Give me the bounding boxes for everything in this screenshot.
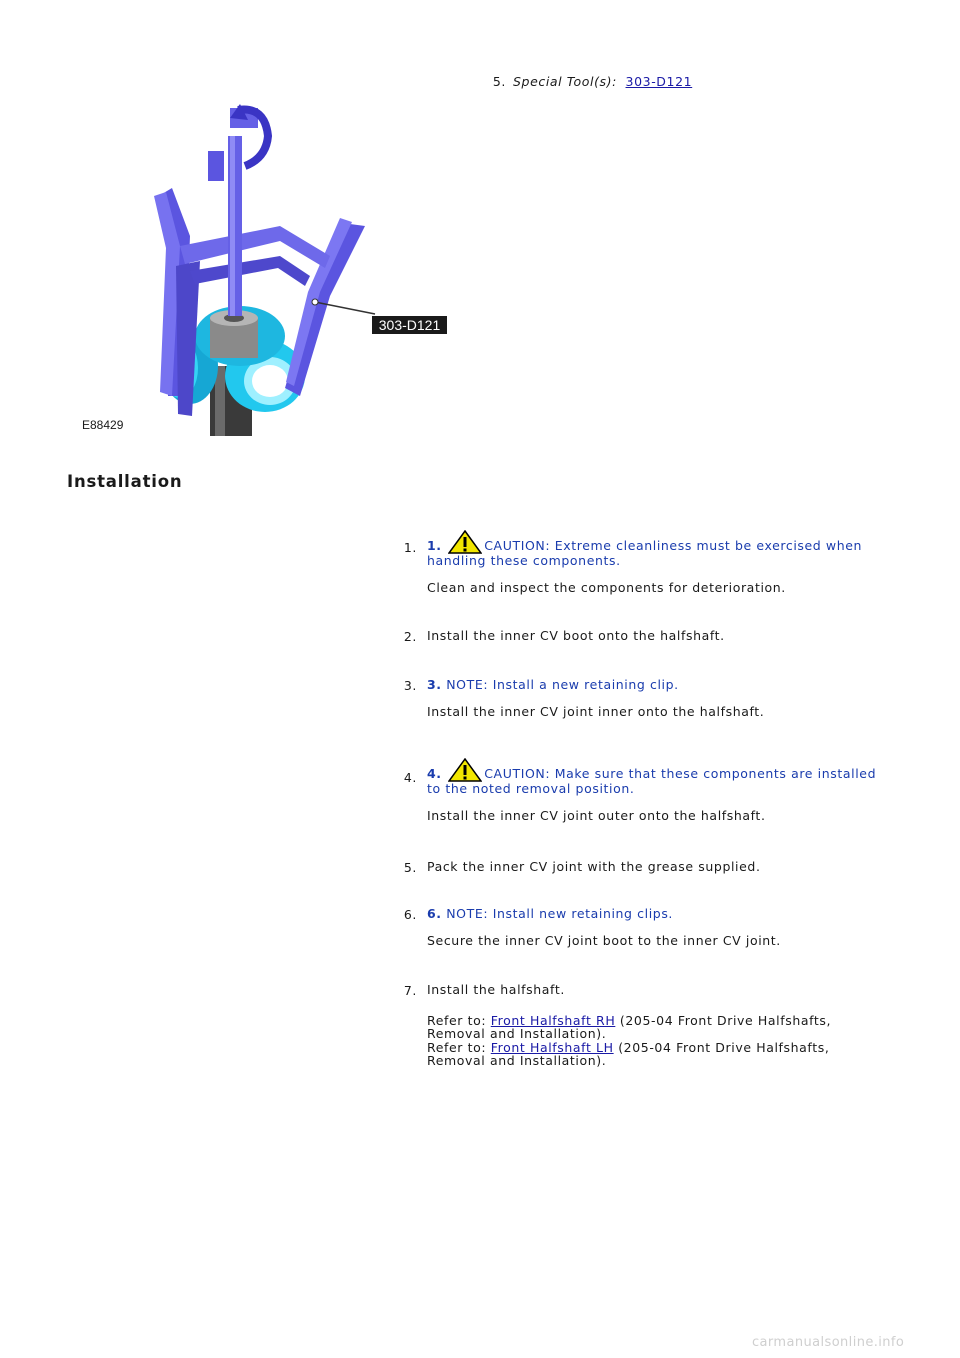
step-3 bbox=[427, 678, 892, 718]
special-tools-label: Special Tool(s): bbox=[513, 74, 617, 89]
step-number: 3. bbox=[403, 678, 417, 693]
reference-suffix: (205-04 Front Drive Halfshafts, Removal and Installation). bbox=[427, 1039, 830, 1068]
reference-rh bbox=[427, 1014, 892, 1041]
step-note: CAUTION: Make sure that these components are installed to the noted removal position. bbox=[427, 766, 877, 796]
step-note: CAUTION: Extreme cleanliness must be exercised when handling these components. bbox=[427, 538, 863, 568]
step-number: 5. bbox=[403, 860, 417, 875]
warning-icon bbox=[448, 758, 482, 782]
step-number: 7. bbox=[403, 983, 417, 998]
refer-to-label: Refer to: bbox=[427, 1012, 487, 1028]
watermark: carmanualsonline.info bbox=[752, 1335, 905, 1350]
step-note: NOTE: Install new retaining clips. bbox=[446, 906, 674, 921]
step-text: Pack the inner CV joint with the grease supplied. bbox=[427, 859, 761, 874]
top-step-number: 5. bbox=[492, 74, 506, 89]
section-title: Installation bbox=[67, 472, 183, 491]
refer-to-label: Refer to: bbox=[427, 1039, 487, 1055]
step-5 bbox=[427, 860, 892, 874]
step-number: 1. bbox=[403, 540, 417, 555]
step-1 bbox=[427, 530, 892, 594]
step-text: Install the halfshaft. bbox=[427, 982, 565, 997]
front-halfshaft-lh-link[interactable]: Front Halfshaft LH bbox=[490, 1039, 614, 1055]
step-text: Install the inner CV joint inner onto the halfshaft. bbox=[427, 703, 765, 719]
top-step-line bbox=[513, 74, 692, 89]
step-4 bbox=[427, 758, 892, 822]
puller-illustration bbox=[80, 96, 460, 441]
step-prefix: 4. bbox=[427, 766, 442, 781]
step-text: Install the inner CV boot onto the halfshaft. bbox=[427, 628, 725, 643]
reference-suffix: (205-04 Front Drive Halfshafts, Removal and Installation). bbox=[427, 1012, 832, 1041]
figure-code: E88429 bbox=[82, 418, 124, 432]
step-7 bbox=[427, 983, 892, 1068]
step-prefix: 1. bbox=[427, 538, 442, 553]
special-tool-link[interactable]: 303-D121 bbox=[625, 74, 693, 89]
step-text: Clean and inspect the components for deterioration. bbox=[427, 579, 786, 595]
reference-lh bbox=[427, 1041, 892, 1068]
step-text: Secure the inner CV joint boot to the inner CV joint. bbox=[427, 932, 781, 948]
tool-figure bbox=[80, 96, 460, 441]
step-number: 2. bbox=[403, 629, 417, 644]
step-text: Install the inner CV joint outer onto the halfshaft. bbox=[427, 807, 766, 823]
callout-label: 303-D121 bbox=[372, 316, 447, 334]
step-note: NOTE: Install a new retaining clip. bbox=[446, 677, 679, 692]
step-6 bbox=[427, 907, 892, 947]
step-2 bbox=[427, 629, 892, 643]
step-prefix: 3. bbox=[427, 677, 442, 692]
step-number: 4. bbox=[403, 770, 417, 785]
step-number: 6. bbox=[403, 907, 417, 922]
step-prefix: 6. bbox=[427, 906, 442, 921]
front-halfshaft-rh-link[interactable]: Front Halfshaft RH bbox=[490, 1012, 616, 1028]
warning-icon bbox=[448, 530, 482, 554]
